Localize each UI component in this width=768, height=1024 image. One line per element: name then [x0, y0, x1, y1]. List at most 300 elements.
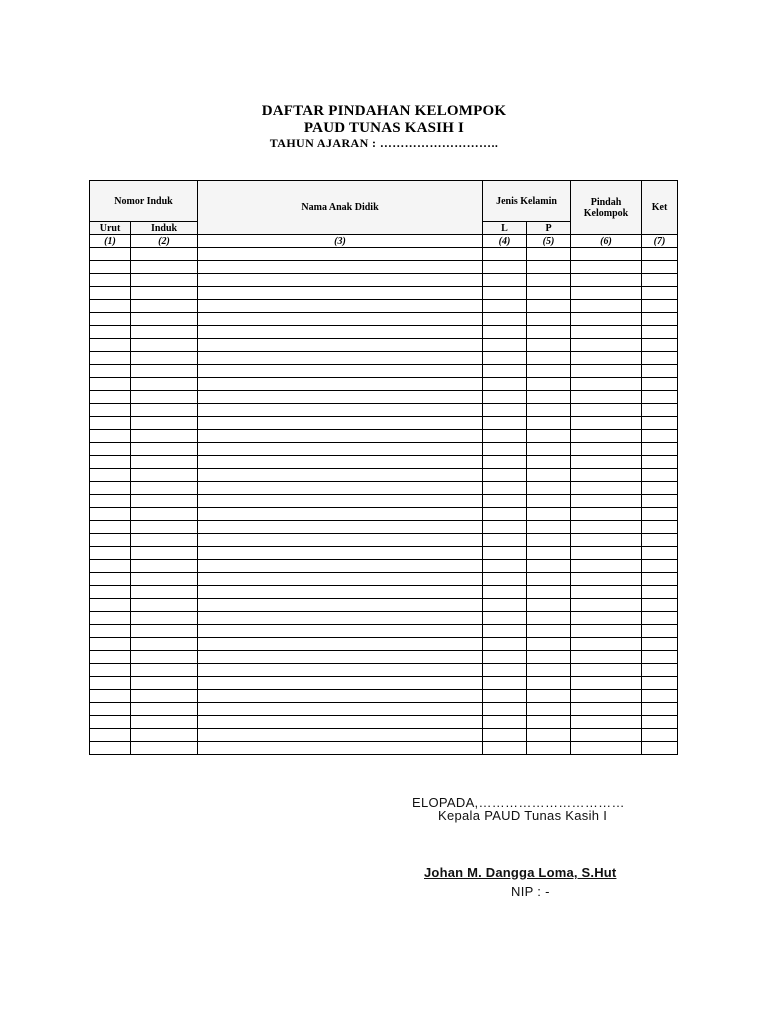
table-cell — [642, 352, 678, 365]
table-cell — [571, 651, 642, 664]
table-cell — [527, 729, 571, 742]
table-cell — [571, 248, 642, 261]
table-cell — [642, 326, 678, 339]
table-cell — [131, 638, 198, 651]
table-cell — [483, 729, 527, 742]
table-cell — [90, 534, 131, 547]
table-cell — [527, 430, 571, 443]
table-cell — [483, 313, 527, 326]
table-cell — [527, 690, 571, 703]
table-cell — [571, 365, 642, 378]
table-cell — [90, 326, 131, 339]
table-cell — [90, 508, 131, 521]
table-cell — [483, 625, 527, 638]
table-cell — [90, 404, 131, 417]
table-cell — [642, 638, 678, 651]
header-nama-anak-didik: Nama Anak Didik — [198, 181, 483, 235]
table-row — [90, 313, 678, 326]
table-cell — [131, 690, 198, 703]
table-cell — [527, 261, 571, 274]
table-row — [90, 430, 678, 443]
table-row — [90, 729, 678, 742]
table-cell — [131, 586, 198, 599]
table-cell — [571, 404, 642, 417]
table-cell — [483, 495, 527, 508]
table-cell — [571, 547, 642, 560]
table-cell — [90, 391, 131, 404]
table-cell — [198, 469, 483, 482]
table-cell — [571, 443, 642, 456]
table-cell — [527, 534, 571, 547]
table-cell — [571, 586, 642, 599]
table-cell — [571, 521, 642, 534]
table-cell — [642, 560, 678, 573]
table-cell — [642, 742, 678, 755]
column-number: (2) — [131, 235, 198, 248]
table-cell — [198, 378, 483, 391]
table-cell — [90, 378, 131, 391]
table-row — [90, 508, 678, 521]
table-cell — [527, 638, 571, 651]
table-cell — [527, 326, 571, 339]
table-cell — [527, 560, 571, 573]
table-cell — [483, 599, 527, 612]
table-cell — [198, 508, 483, 521]
table-cell — [527, 417, 571, 430]
table-cell — [198, 599, 483, 612]
table-cell — [483, 586, 527, 599]
school-name: PAUD TUNAS KASIH I — [303, 120, 465, 136]
table-cell — [131, 560, 198, 573]
table-row — [90, 586, 678, 599]
table-cell — [527, 287, 571, 300]
table-cell — [198, 261, 483, 274]
table-row — [90, 742, 678, 755]
table-cell — [131, 729, 198, 742]
table-row — [90, 443, 678, 456]
table-cell — [642, 404, 678, 417]
table-row — [90, 261, 678, 274]
table-cell — [642, 690, 678, 703]
table-cell — [527, 482, 571, 495]
table-cell — [527, 508, 571, 521]
table-row — [90, 274, 678, 287]
table-cell — [571, 508, 642, 521]
table-cell — [527, 742, 571, 755]
table-cell — [642, 339, 678, 352]
table-row — [90, 326, 678, 339]
table-cell — [483, 404, 527, 417]
table-cell — [90, 547, 131, 560]
column-number: (5) — [527, 235, 571, 248]
column-number: (3) — [198, 235, 483, 248]
table-cell — [131, 248, 198, 261]
table-row — [90, 664, 678, 677]
table-cell — [527, 352, 571, 365]
table-cell — [483, 651, 527, 664]
table-cell — [571, 469, 642, 482]
table-cell — [527, 677, 571, 690]
table-cell — [90, 690, 131, 703]
table-cell — [527, 599, 571, 612]
table-cell — [90, 482, 131, 495]
table-row — [90, 560, 678, 573]
table-cell — [571, 391, 642, 404]
table-cell — [642, 300, 678, 313]
table-cell — [483, 378, 527, 391]
table-cell — [90, 495, 131, 508]
table-cell — [131, 443, 198, 456]
table-cell — [90, 573, 131, 586]
table-cell — [642, 274, 678, 287]
table-cell — [642, 716, 678, 729]
table-cell — [131, 599, 198, 612]
table-row — [90, 625, 678, 638]
table-cell — [483, 677, 527, 690]
table-row — [90, 534, 678, 547]
table-cell — [571, 261, 642, 274]
table-cell — [642, 703, 678, 716]
table-cell — [131, 612, 198, 625]
table-cell — [90, 599, 131, 612]
table-cell — [198, 352, 483, 365]
table-cell — [571, 729, 642, 742]
table-cell — [483, 482, 527, 495]
table-cell — [571, 352, 642, 365]
table-cell — [571, 560, 642, 573]
table-row — [90, 521, 678, 534]
table-cell — [198, 742, 483, 755]
column-number: (7) — [642, 235, 678, 248]
table-cell — [642, 651, 678, 664]
table-cell — [198, 716, 483, 729]
table-cell — [527, 248, 571, 261]
table-cell — [642, 456, 678, 469]
header-pindah-kelompok: Pindah Kelompok — [571, 181, 642, 235]
table-cell — [527, 443, 571, 456]
table-cell — [198, 560, 483, 573]
table-cell — [571, 326, 642, 339]
table-cell — [642, 573, 678, 586]
table-cell — [131, 456, 198, 469]
table-cell — [198, 664, 483, 677]
table-cell — [571, 300, 642, 313]
table-row — [90, 482, 678, 495]
transfer-table — [89, 180, 678, 755]
table-cell — [527, 469, 571, 482]
table-cell — [483, 716, 527, 729]
table-cell — [571, 599, 642, 612]
table-cell — [90, 456, 131, 469]
table-cell — [198, 339, 483, 352]
table-cell — [527, 521, 571, 534]
table-cell — [198, 365, 483, 378]
table-cell — [131, 326, 198, 339]
signature-role: Kepala PAUD Tunas Kasih I — [438, 808, 608, 823]
table-cell — [198, 547, 483, 560]
table-cell — [571, 482, 642, 495]
column-number: (1) — [90, 235, 131, 248]
table-cell — [483, 612, 527, 625]
table-cell — [131, 430, 198, 443]
table-row — [90, 638, 678, 651]
table-cell — [483, 456, 527, 469]
table-cell — [571, 378, 642, 391]
table-cell — [571, 690, 642, 703]
table-cell — [571, 573, 642, 586]
table-cell — [198, 248, 483, 261]
header-jenis-kelamin: Jenis Kelamin — [483, 181, 571, 222]
table-cell — [642, 391, 678, 404]
table-cell — [198, 274, 483, 287]
table-cell — [90, 677, 131, 690]
table-cell — [90, 638, 131, 651]
table-cell — [198, 430, 483, 443]
table-cell — [527, 495, 571, 508]
table-cell — [483, 469, 527, 482]
table-row — [90, 352, 678, 365]
table-cell — [198, 495, 483, 508]
table-cell — [131, 261, 198, 274]
table-cell — [642, 729, 678, 742]
table-row — [90, 456, 678, 469]
table-cell — [571, 430, 642, 443]
table-cell — [131, 404, 198, 417]
table-row — [90, 469, 678, 482]
table-cell — [198, 638, 483, 651]
table-cell — [131, 677, 198, 690]
table-cell — [198, 287, 483, 300]
table-cell — [571, 456, 642, 469]
table-row — [90, 703, 678, 716]
table-cell — [642, 508, 678, 521]
signatory-nip: NIP : - — [511, 884, 550, 899]
table-cell — [90, 651, 131, 664]
signature-place-date: ELOPADA,…………………………… — [412, 795, 625, 810]
table-cell — [483, 664, 527, 677]
table-body — [90, 248, 678, 755]
table-cell — [131, 703, 198, 716]
table-cell — [131, 573, 198, 586]
table-cell — [198, 651, 483, 664]
table-cell — [642, 261, 678, 274]
table-cell — [131, 625, 198, 638]
table-cell — [642, 625, 678, 638]
table-cell — [642, 430, 678, 443]
table-cell — [198, 391, 483, 404]
table-cell — [198, 326, 483, 339]
table-cell — [90, 469, 131, 482]
table-cell — [483, 326, 527, 339]
table-cell — [131, 742, 198, 755]
table-cell — [483, 560, 527, 573]
table-cell — [90, 261, 131, 274]
table-cell — [571, 274, 642, 287]
table-cell — [131, 417, 198, 430]
table-cell — [90, 443, 131, 456]
table-cell — [90, 352, 131, 365]
table-cell — [131, 547, 198, 560]
table-cell — [527, 378, 571, 391]
table-cell — [483, 261, 527, 274]
signatory-name: Johan M. Dangga Loma, S.Hut — [424, 865, 617, 880]
table-cell — [131, 339, 198, 352]
table-cell — [571, 703, 642, 716]
table-row — [90, 677, 678, 690]
table-cell — [571, 495, 642, 508]
table-row — [90, 300, 678, 313]
table-row — [90, 495, 678, 508]
table-cell — [131, 313, 198, 326]
table-cell — [642, 664, 678, 677]
table-cell — [483, 274, 527, 287]
table-cell — [483, 573, 527, 586]
table-row — [90, 599, 678, 612]
table-cell — [90, 287, 131, 300]
table-cell — [527, 404, 571, 417]
document-title: DAFTAR PINDAHAN KELOMPOK — [261, 103, 507, 119]
table-cell — [131, 664, 198, 677]
table-row — [90, 716, 678, 729]
table-cell — [642, 495, 678, 508]
table-cell — [483, 547, 527, 560]
table-cell — [90, 417, 131, 430]
table-cell — [527, 339, 571, 352]
table-cell — [90, 365, 131, 378]
table-cell — [642, 547, 678, 560]
table-cell — [483, 417, 527, 430]
table-cell — [131, 378, 198, 391]
table-cell — [571, 677, 642, 690]
table-cell — [131, 352, 198, 365]
table-cell — [527, 664, 571, 677]
table-cell — [483, 638, 527, 651]
table-cell — [131, 482, 198, 495]
table-cell — [571, 664, 642, 677]
table-cell — [527, 547, 571, 560]
table-cell — [131, 365, 198, 378]
table-cell — [198, 300, 483, 313]
table-cell — [90, 274, 131, 287]
table-cell — [571, 313, 642, 326]
table-cell — [131, 534, 198, 547]
table-cell — [483, 352, 527, 365]
table-cell — [642, 482, 678, 495]
column-number: (4) — [483, 235, 527, 248]
table-cell — [571, 716, 642, 729]
table-cell — [198, 456, 483, 469]
column-number: (6) — [571, 235, 642, 248]
table-cell — [527, 612, 571, 625]
table-cell — [90, 742, 131, 755]
table-cell — [483, 703, 527, 716]
table-cell — [90, 560, 131, 573]
table-cell — [198, 417, 483, 430]
table-row — [90, 612, 678, 625]
table-cell — [90, 313, 131, 326]
table-cell — [131, 521, 198, 534]
table-cell — [642, 677, 678, 690]
table-cell — [527, 274, 571, 287]
table-cell — [198, 534, 483, 547]
table-cell — [642, 612, 678, 625]
table-cell — [527, 300, 571, 313]
table-cell — [571, 287, 642, 300]
table-cell — [131, 274, 198, 287]
table-cell — [571, 638, 642, 651]
table-cell — [198, 729, 483, 742]
table-cell — [90, 664, 131, 677]
table-cell — [198, 404, 483, 417]
table-row — [90, 339, 678, 352]
table-cell — [198, 677, 483, 690]
header-l: L — [483, 222, 527, 235]
header-induk: Induk — [131, 222, 198, 235]
table-cell — [642, 443, 678, 456]
table-cell — [483, 391, 527, 404]
table-cell — [483, 534, 527, 547]
header-ket: Ket — [642, 181, 678, 235]
table-cell — [90, 716, 131, 729]
table-cell — [483, 365, 527, 378]
table-cell — [642, 378, 678, 391]
table-cell — [90, 586, 131, 599]
table-cell — [642, 586, 678, 599]
table-cell — [527, 651, 571, 664]
table-cell — [90, 300, 131, 313]
table-cell — [642, 521, 678, 534]
table-cell — [527, 625, 571, 638]
table-cell — [198, 482, 483, 495]
table-cell — [642, 287, 678, 300]
table-cell — [483, 690, 527, 703]
table-cell — [527, 391, 571, 404]
table-cell — [90, 703, 131, 716]
table-cell — [131, 716, 198, 729]
table-cell — [90, 612, 131, 625]
table-cell — [90, 521, 131, 534]
table-cell — [571, 625, 642, 638]
table-cell — [198, 313, 483, 326]
table-cell — [527, 586, 571, 599]
table-row — [90, 287, 678, 300]
table-row — [90, 378, 678, 391]
table-cell — [642, 599, 678, 612]
table-cell — [90, 430, 131, 443]
table-cell — [571, 339, 642, 352]
table-cell — [198, 612, 483, 625]
table-cell — [90, 248, 131, 261]
table-cell — [571, 534, 642, 547]
header-urut: Urut — [90, 222, 131, 235]
table-cell — [483, 339, 527, 352]
table-row — [90, 690, 678, 703]
table-cell — [483, 300, 527, 313]
table-cell — [483, 430, 527, 443]
table-row — [90, 651, 678, 664]
table-cell — [131, 508, 198, 521]
table-cell — [483, 248, 527, 261]
table-cell — [483, 742, 527, 755]
table-cell — [527, 313, 571, 326]
table-cell — [198, 521, 483, 534]
table-cell — [527, 365, 571, 378]
table-cell — [198, 573, 483, 586]
table-cell — [642, 417, 678, 430]
table-cell — [198, 625, 483, 638]
table-row — [90, 404, 678, 417]
table-cell — [198, 586, 483, 599]
